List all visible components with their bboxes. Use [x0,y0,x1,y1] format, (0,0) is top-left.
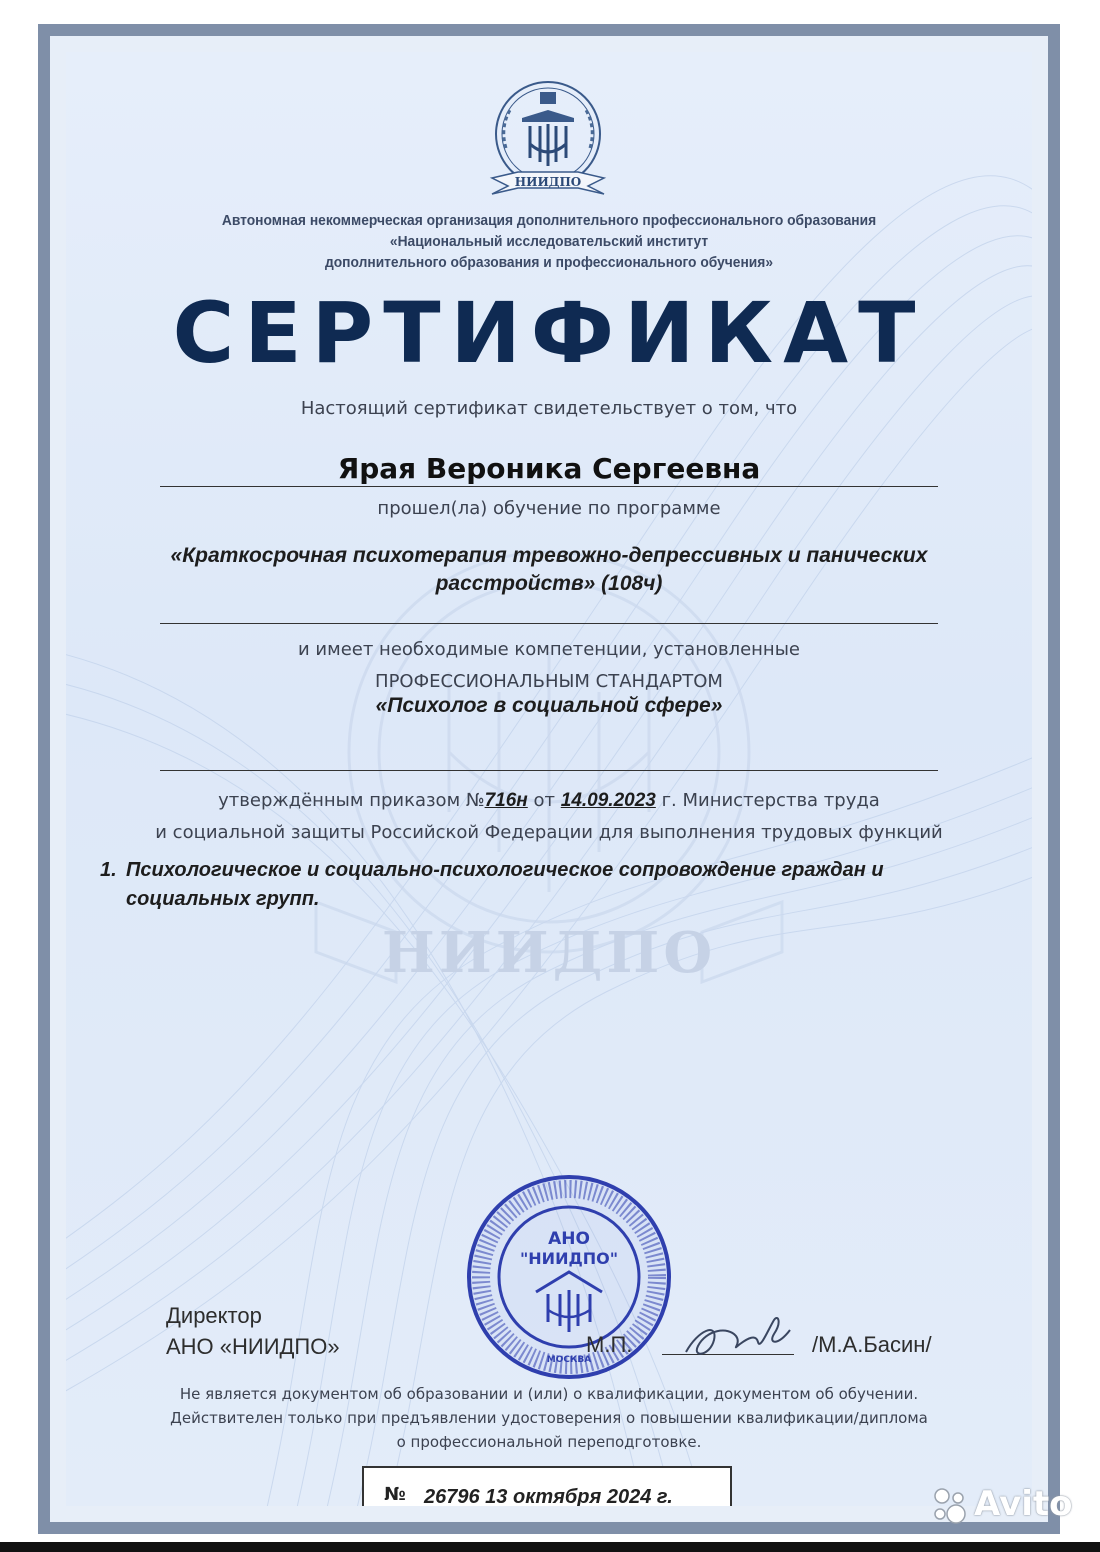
order-line [66,790,1032,812]
notice-line-1: Не является документом об образовании и (или) о квалификации, документом об обучении. [179,1385,919,1403]
organization-line-2: «Национальный исследовательский институт [389,233,709,250]
order-line-2: и социальной защиты Российской Федерации для выполнения трудовых функций [155,822,943,843]
stamp-line-2: "НИИДПО" [519,1249,619,1268]
order-number: 716н [484,790,528,811]
avito-watermark: Avito [974,1484,1073,1524]
stamp-line-1: АНО [548,1229,590,1249]
program-line-1: «Краткосрочная психотерапия тревожно-депрессивных и панических [170,544,928,567]
organization-name [66,210,1032,273]
handwritten-signature [678,1300,798,1370]
order-date: 14.09.2023 [560,790,656,811]
name-underline [160,486,938,487]
labor-function-text: Психологическое и социально-психологическое сопровождение граждан и социальных групп. [126,859,884,910]
certificate-number-box [362,1466,732,1506]
program-underline [160,623,938,624]
labor-function-number: 1. [100,859,117,881]
stamp-city: МОСКВА [546,1355,592,1365]
program-title [66,542,1032,598]
logo-label: НИИДПО [514,175,582,189]
order-from: от [533,790,556,811]
completed-text: прошел(ла) обучение по программе [377,498,721,519]
certificate-number: 26796 13 октября 2024 г. [424,1486,673,1506]
notice-line-3: о профессиональной переподготовке. [396,1433,702,1451]
standard-name: «Психолог в социальной сфере» [375,694,723,717]
certifies-text: Настоящий сертификат свидетельствует о том, что [300,398,798,419]
order-prefix: утверждённым приказом № [218,790,485,811]
organization-line-3: дополнительного образования и профессионального обучения» [324,254,774,271]
program-line-2: расстройств» (108ч) [435,572,663,595]
director-organization: АНО «НИИДПО» [166,1334,340,1359]
validity-notice [66,1382,1032,1454]
bottom-strip [0,1542,1100,1552]
number-sign: № [384,1484,406,1505]
order-suffix: г. Министерства труда [661,790,880,811]
recipient-name: Ярая Вероника Сергеевна [337,452,761,485]
standard-underline [160,770,938,771]
signer-name: /М.А.Басин/ [812,1332,932,1357]
official-stamp [464,1172,674,1382]
notice-line-2: Действителен только при предъявлении удостоверения о повышении квалификации/диплома [170,1409,928,1427]
certificate-title: СЕРТИФИКАТ [172,284,926,382]
certificate-paper [66,52,1032,1506]
labor-function-item [100,856,1000,914]
background-watermark: НИИДПО [381,920,717,986]
director-title: Директор [166,1303,262,1328]
director-block [166,1300,340,1362]
competence-text: и имеет необходимые компетенции, установленные [298,639,800,660]
standard-label: ПРОФЕССИОНАЛЬНЫМ СТАНДАРТОМ [375,671,723,692]
institute-logo [478,78,618,202]
seal-mark: М.П. [586,1332,633,1357]
avito-logo-icon [928,1484,972,1528]
organization-line-1: Автономная некоммерческая организация дополнительного профессионального образования [221,212,877,229]
